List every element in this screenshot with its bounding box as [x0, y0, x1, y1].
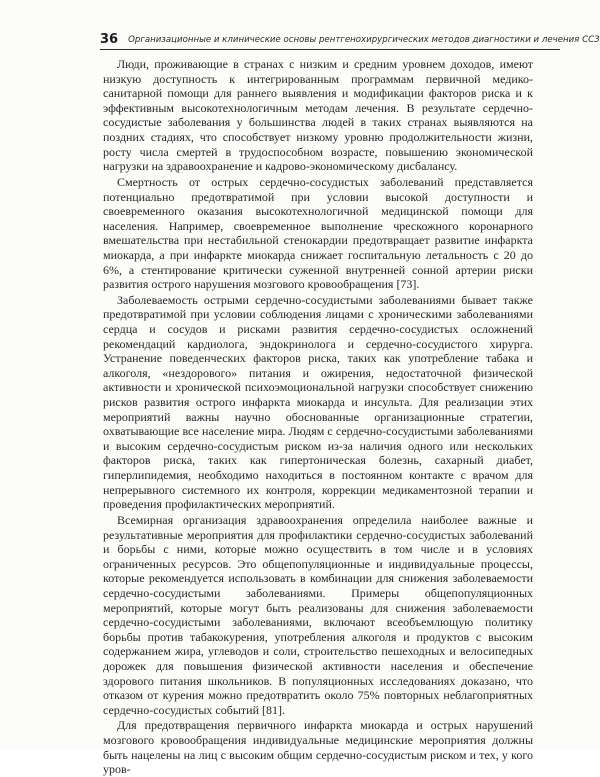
paragraph-5: Для предотвращения первичного инфаркта миокарда и острых нарушений мозгового кровообращения индивидуальные медицинские мероприятия должны быть нацелены на лиц с высоким общим сердечно-сосудистым риском и тех, у кого уров-: [103, 718, 533, 777]
page-number: 36: [100, 32, 119, 47]
paragraph-2: Смертность от острых сердечно-сосудистых заболеваний представляется потенциально предотвратимой при условии высокой доступности и своевременного оказания высокотехнологичной медицинской помощи для населения. Например, своевременное выполнение чрескожного коронарного вмешательства при нестабильной стенокардии предотвращает развитие инфаркта миокарда, а при инфаркте миокарда снижает госпитальную летальность с 20 до 6%, а стентирование критически суженной внутренней сонной артерии риски развития острого нарушения мозгового кровообращения [73].: [103, 174, 533, 292]
body-text: [103, 57, 533, 777]
paragraph-3: Заболеваемость острыми сердечно-сосудистыми заболеваниями бывает также предотвратимой при условии соблюдения лицами с хроническими заболеваниями сердца и сосудов и рисками развития сердечно-сосудистых осложнений рекомендаций кардиолога, эндокринолога и сердечно-сосудистого хирурга. Устранение поведенческих факторов риска, таких как употребление табака и алкоголя, «нездорового» питания и ожирения, недостаточной физической активности и хронической психоэмоциональной нагрузки способствует снижению рисков развития острого инфаркта миокарда и инсульта. Для реализации этих мероприятий важны научно обоснованные организационные стратегии, охватывающие все население мира. Людям с сердечно-сосудистыми заболеваниями и высоким сердечно-сосудистым риском из-за наличия одного или нескольких факторов риска, таких как гипертоническая болезнь, сахарный диабет, гиперлипидемия, необходимо находиться в постоянном контакте с врачом для непрерывного системного их контроля, коррекции медикаментозной терапии и проведения профилактических мероприятий.: [103, 292, 533, 512]
paragraph-1: Люди, проживающие в странах с низким и средним уровнем доходов, имеют низкую доступность к интегрированным программам первичной медико-санитарной помощи для раннего выявления и модификации факторов риска и к эффективным высокотехнологичным методам лечения. В результате сердечно-сосудистые заболевания у большинства людей в таких странах выявляются на поздних стадиях, что способствует низкому уровню продолжительности жизни, росту числа смертей в трудоспособном возрасте, повышению экономической нагрузки на здравоохранение и кадрово-экономическому дисбалансу.: [103, 57, 533, 174]
paragraph-4: Всемирная организация здравоохранения определила наиболее важные и результативные мероприятия для профилактики сердечно-сосудистых заболеваний и борьбы с ними, которые можно осуществить в том числе и в условиях ограниченных ресурсов. Это общепопуляционные и индивидуальные процессы, которые рекомендуется использовать в комбинации для снижения заболеваемости сердечно-сосудистыми заболеваниями. Примеры общепопуляционных мероприятий, которые могут быть реализованы для снижения заболеваемости сердечно-сосудистыми заболеваниями, включают всеобъемлющую политику борьбы против табакокурения, употребления алкоголя и продуктов с высоким содержанием жира, углеводов и соли, строительство пешеходных и велосипедных дорожек для повышения физической активности населения и обеспечение здорового питания школьников. В популяционных исследованиях доказано, что отказом от курения можно предотвратить около 75% повторных неблагоприятных сердечно-сосудистых событий [81].: [103, 512, 533, 717]
running-title: Организационные и клинические основы рентгенохирургических методов диагностики и лечения ССЗ: [128, 35, 600, 45]
page-header: [100, 27, 600, 50]
